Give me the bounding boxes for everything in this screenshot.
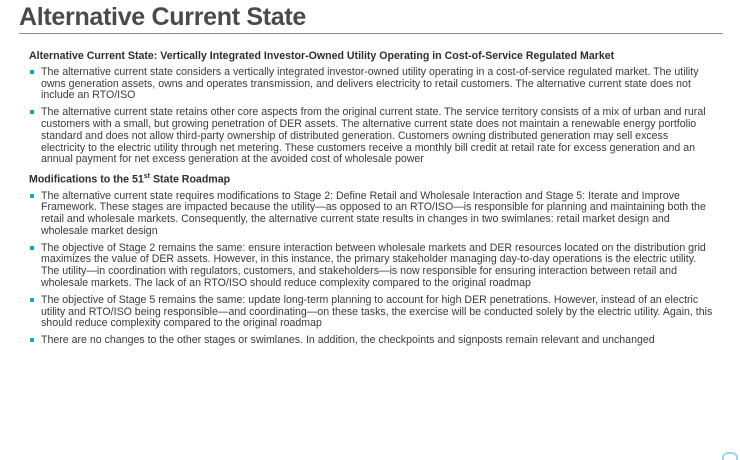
bullet-text: The alternative current state retains other core aspects from the original current state. The service territory consists of a mix of urban and rural customers with a small, but growing penetration of DER assets. The alternative current state does not maintain a renewable energy portfolio standard and does not allow third-party ownership of distributed generation. Customers owning distributed generation may sell excess electricity to the electric utility through net metering. These customers receive a monthly bill credit at retail rate for excess generation and an annual payment for net excess generation at the avoided cost of wholesale power [41,106,706,166]
section-heading-modifications [29,171,715,186]
bullet-text: The objective of Stage 5 remains the same: update long-term planning to account for high DER penetrations. However, instead of an electric utility and RTO/ISO being responsible—and coordinating—on these tasks, the exercise will be conducted solely by the electric utility. Again, this should reduce complexity compared to the original roadmap [41,293,713,330]
heading-ordinal-suffix: st [143,173,151,181]
bullet-item [29,67,715,102]
bullet-item [29,295,715,330]
title-divider [19,33,723,34]
page-title: Alternative Current State [19,3,307,31]
slide-body [29,51,715,352]
bullet-item [29,107,715,166]
logo-fragment-icon [722,452,738,460]
bullet-text: There are no changes to the other stages or swimlanes. In addition, the checkpoints and signposts remain relevant and unchanged [41,334,655,347]
bullet-item [29,243,715,290]
bullet-text: The alternative current state requires modifications to Stage 2: Define Retail and Wholesale Interaction and Stage 5: Iterate and Improve Framework. These stages are impacted because the utility—as opposed to an RTO/ISO—is responsible for planning and maintaining both the retail and wholesale markets. Consequently, the alternative current state results in changes in two swimlanes: retail market design and wholesale market design [41,189,706,237]
section-heading-current-state: Alternative Current State: Vertically Integrated Investor-Owned Utility Operating in Cost-of-Service Regulated Market [29,50,615,62]
square-bullet-icon [30,298,34,302]
square-bullet-icon [30,338,34,342]
bullet-text: The alternative current state considers a vertically integrated investor-owned utility operating in a cost-of-service regulated market. The utility owns generation assets, owns and operates transmission, and delivers electricity to retail customers. The alternative current state does not include an RTO/ISO [41,65,699,102]
bullet-item [29,335,715,347]
bullet-item [29,191,715,238]
bullet-text: The objective of Stage 2 remains the same: ensure interaction between wholesale markets and DER resources located on the distribution grid maximizes the value of DER assets. However, in this instance, the primary stakeholder managing day-to-day operations is the electric utility. The utility—in coordination with regulators, customers, and stakeholders—is now responsible for ensuring interaction between retail and wholesale markets. The lack of an RTO/ISO should reduce complexity compared to the original roadmap [41,241,706,290]
square-bullet-icon [30,70,34,74]
square-bullet-icon [30,110,34,114]
heading-suffix: State Roadmap [150,173,231,186]
square-bullet-icon [30,246,34,250]
heading-prefix: Modifications to the 51 [29,173,144,186]
square-bullet-icon [30,194,34,198]
